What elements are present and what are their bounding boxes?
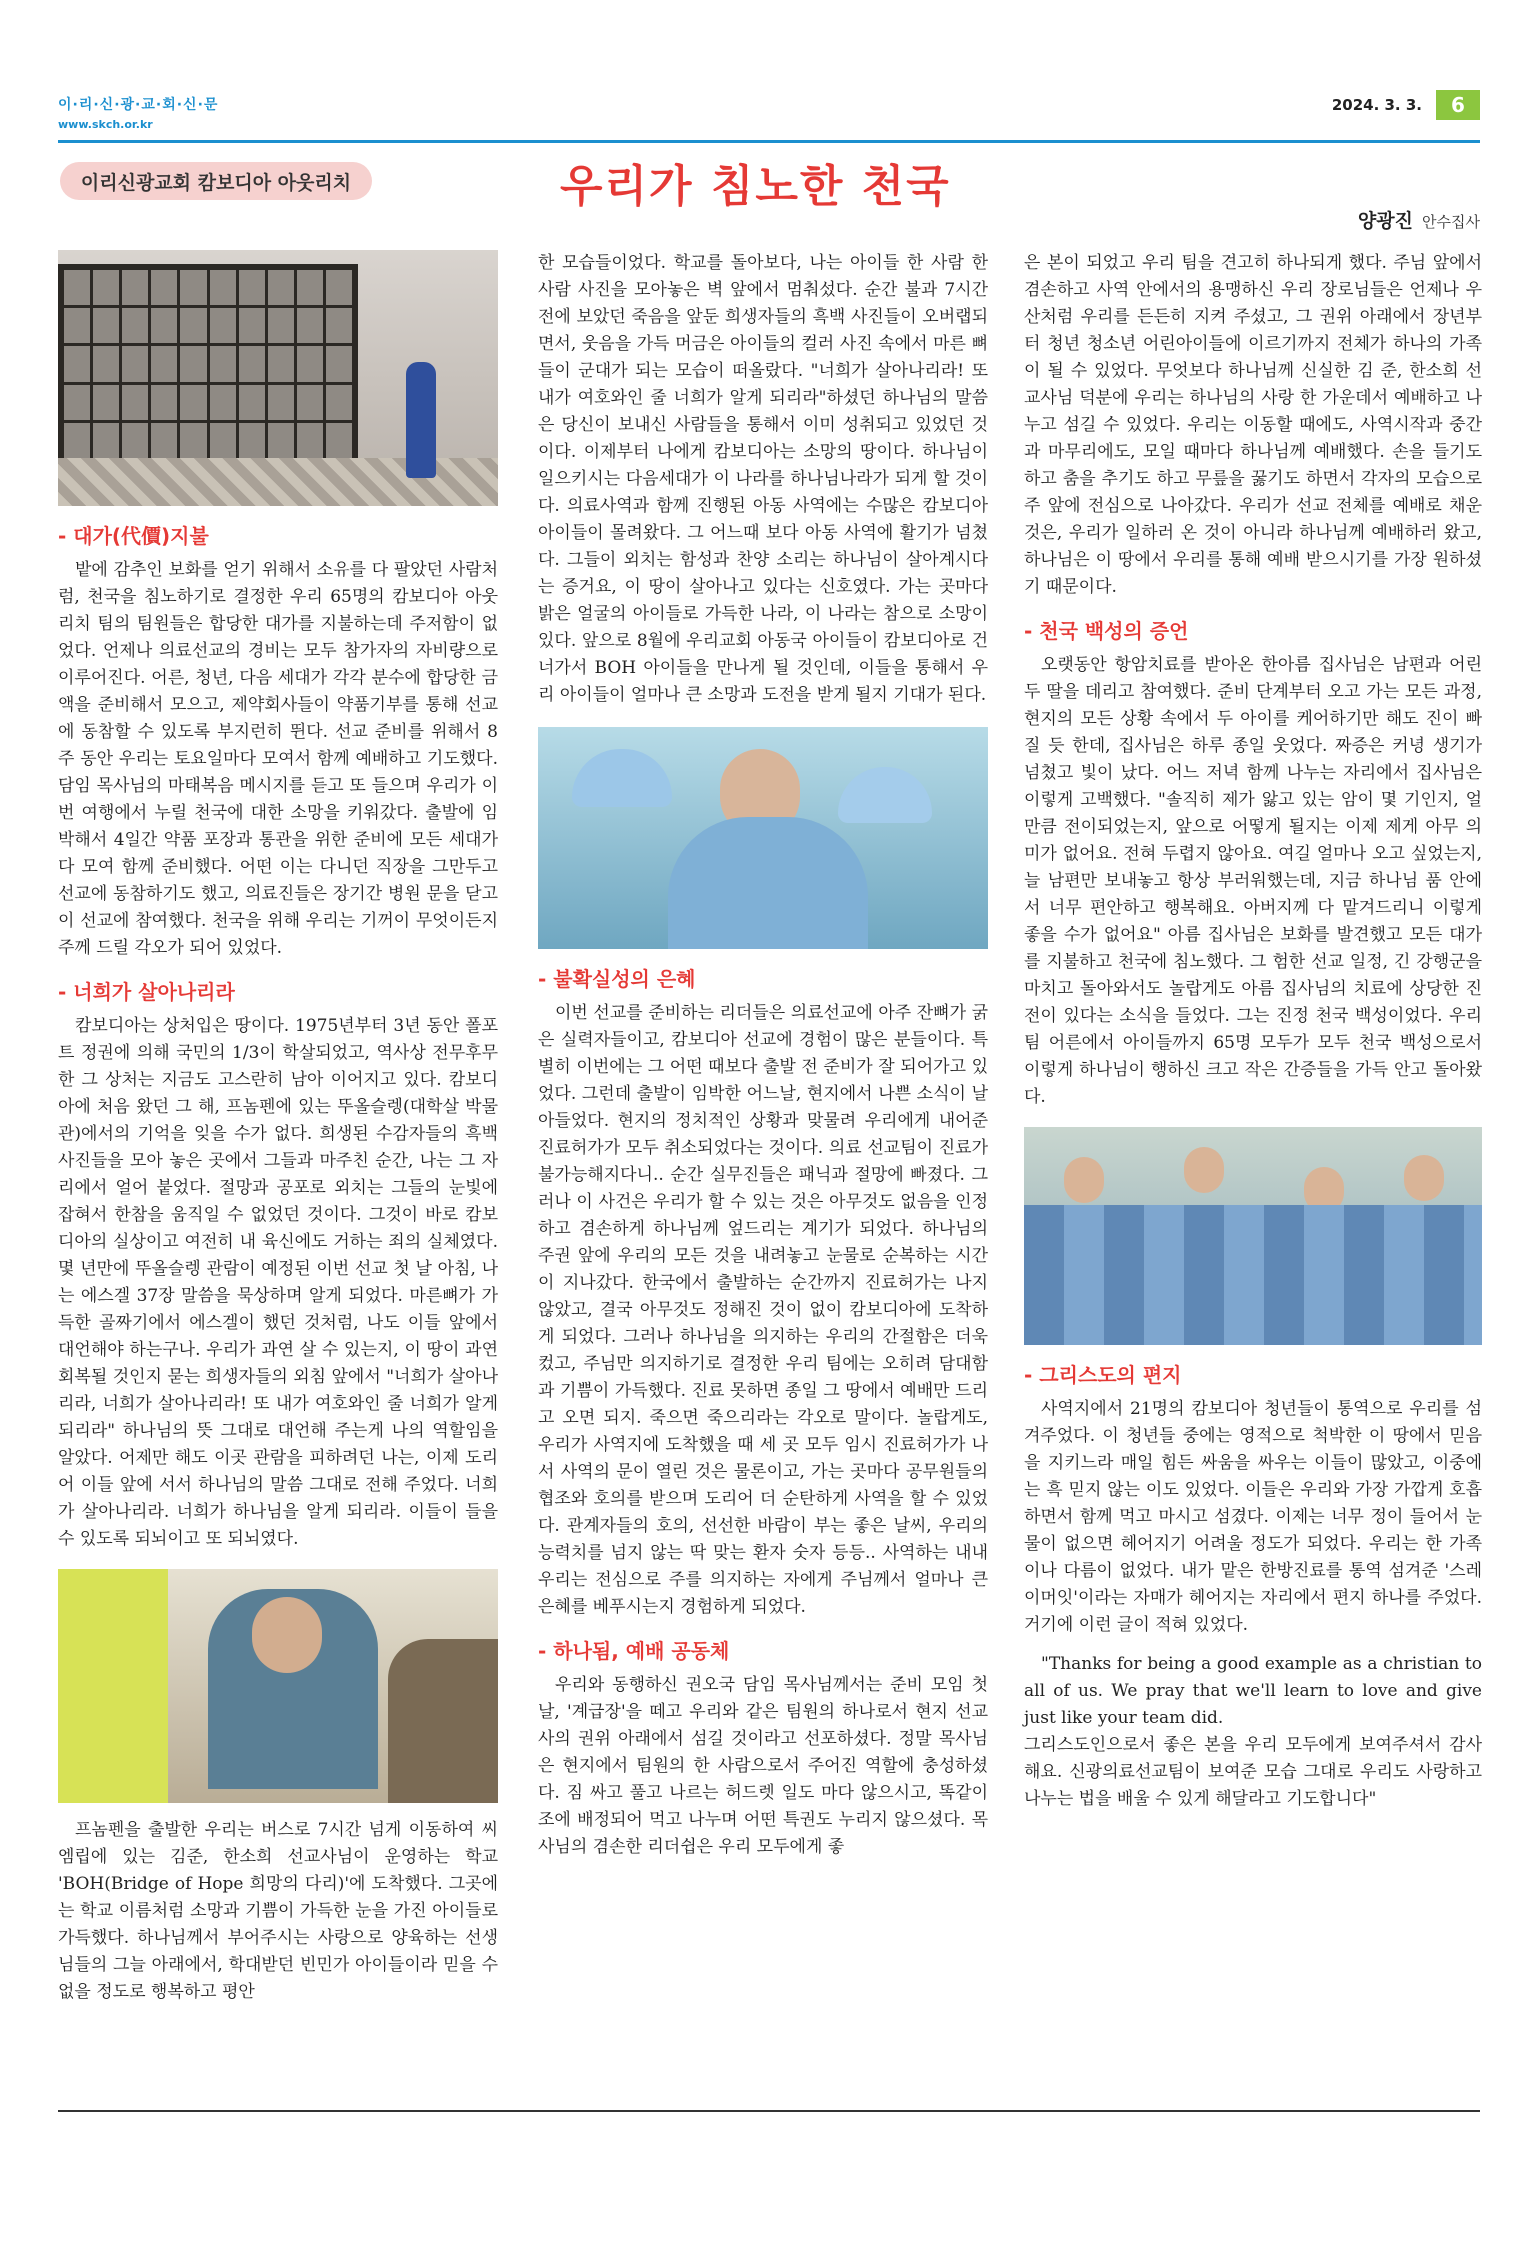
worship-photo <box>1024 1127 1482 1345</box>
vest-figure <box>58 1569 168 1803</box>
section-heading: - 하나됨, 예배 공동체 <box>538 1639 730 1663</box>
exam-photo <box>58 1569 498 1803</box>
letter-quote-english: "Thanks for being a good example as a christian to all of us. We pray that we'll learn to love and give just like your team did. <box>1024 1654 1482 1728</box>
paper-name: 이·리·신·광·교·회·신·문 <box>58 97 219 113</box>
paragraph: 이번 선교를 준비하는 리더들은 의료선교에 아주 잔뼈가 굵은 실력자들이고, 캄보디아 선교에 경험이 많은 분들이다. 특별히 이번에는 그 어떤 때보다 출발 전 준비가 잘 되어가고 있었다. 그런데 출발이 임박한 어느날, 현지에서 나쁜 소식이 날아들었다. 현지의 정치적인 상황과 맞물려 우리에게 내어준 진료허가가 모두 취소되었다는 것이다. 의료 선교팀이 진료가 불가능해지다니.. 순간 실무진들은 패닉과 절망에 빠졌다. 그러나 이 사건은 우리가 할 수 있는 것은 아무것도 없음을 인정하고 겸손하게 하나님께 엎드리는 계기가 되었다. 하나님의 주권 앞에 우리의 모든 것을 내려놓고 눈물로 순복하는 시간이 지나갔다. 한국에서 출발하는 순간까지 진료허가는 나지 않았고, 결국 아무것도 정해진 것이 없이 캄보디아에 도착하게 되었다. 그러나 하나님을 의지하는 우리의 간절함은 더욱 컸고, 주님만 의지하기로 결정한 우리 팀에는 오히려 담대함과 기쁨이 가득했다. 진료 못하면 종일 그 땅에서 예배만 드리고 오면 되지. 죽으면 죽으리라는 각오로 말이다. 놀랍게도, 우리가 사역지에 도착했을 때 세 곳 모두 임시 진료허가가 나서 사역의 문이 열린 것은 물론이고, 가는 곳마다 공무원들의 협조와 호의를 받으며 도리어 더 순탄하게 사역을 할 수 있었다. 관계자들의 호의, 선선한 바람이 부는 좋은 날씨, 우리의 능력치를 넘지 않는 딱 맞는 환자 숫자 등등.. 사역하는 내내 우리는 전심으로 주를 의지하는 자에게 주님께서 얼마나 큰 은혜를 베푸시는지 경험하게 되었다. <box>538 1003 988 1617</box>
top-rule <box>58 140 1480 143</box>
paper-url[interactable]: www.skch.or.kr <box>58 118 153 131</box>
column-3 <box>1024 250 1482 1813</box>
article-title: 우리가 침노한 천국 <box>560 161 951 212</box>
page-number: 6 <box>1436 90 1480 120</box>
section-heading: - 그리스도의 편지 <box>1024 1363 1182 1387</box>
worshipper-face <box>1404 1155 1444 1201</box>
photo-wall <box>58 264 358 464</box>
paragraph: 오랫동안 항암치료를 받아온 한아름 집사님은 남편과 어린 두 딸을 데리고 참여했다. 준비 단계부터 오고 가는 모든 과정, 현지의 모든 상황 속에서 두 아이를 케어하기만 해도 진이 빠질 듯 한데, 집사님은 하루 종일 웃었다. 짜증은 커녕 생기가 넘쳤고 빛이 났다. 어느 저녁 함께 나누는 자리에서 집사님은 이렇게 고백했다. "솔직히 제가 앓고 있는 암이 몇 기인지, 얼만큼 전이되었는지, 앞으로 어떻게 될지는 이제 제게 아무 의미가 없어요. 전혀 두렵지 않아요. 여길 얼마나 오고 싶었는지, 늘 남편만 보내놓고 항상 부러워했는데, 지금 하나님 품 안에서 너무 편안하고 행복해요. 아버지께 다 맡겨드리니 이렇게 좋을 수가 없어요" 아름 집사님은 보화를 발견했고 모든 대가를 지불하고 천국에 침노했다. 그 험한 선교 일정, 긴 강행군을 마치고 돌아와서도 놀랍게도 아름 집사님의 치료에 상당한 진전이 있다는 소식을 들었다. 그는 진정 천국 백성이었다. 우리 팀 어른에서 아이들까지 65명 모두가 모두 천국 백성으로서 이렇게 하나님이 행하신 크고 작은 간증들을 가득 안고 돌아왔다. <box>1024 655 1482 1107</box>
section-heading: - 불확실성의 은혜 <box>538 967 696 991</box>
section-heading: - 대가(代價)지불 <box>58 524 209 548</box>
paragraph: 밭에 감추인 보화를 얻기 위해서 소유를 다 팔았던 사람처럼, 천국을 침노하기로 결정한 우리 65명의 캄보디아 아웃리치 팀의 팀원들은 합당한 대가를 지불하는데 주저함이 없었다. 언제나 의료선교의 경비는 모두 참가자의 자비량으로 이루어진다. 어른, 청년, 다음 세대가 각각 분수에 합당한 금액을 준비해서 모으고, 제약회사들이 약품기부를 통해 선교에 동참할 수 있도록 부지런히 뛴다. 선교 준비를 위해서 8주 동안 우리는 토요일마다 모여서 함께 예배하고 기도했다. 담임 목사님의 마태복음 메시지를 듣고 또 들으며 우리가 이번 여행에서 누릴 천국에 대한 소망을 키워갔다. 출발에 임박해서 4일간 약품 포장과 통관을 위한 준비에 모든 세대가 다 모여 함께 준비했다. 어떤 이는 다니던 직장을 그만두고 선교에 동참하기도 했고, 의료진들은 장기간 병원 문을 닫고 이 선교에 참여했다. 천국을 위해 우리는 기꺼이 무엇이든지 주께 드릴 각오가 되어 있었다. <box>58 560 498 958</box>
column-2 <box>538 250 988 1861</box>
doctor-head <box>252 1597 322 1673</box>
bottom-rule <box>58 2110 1480 2112</box>
surgery-photo <box>538 727 988 949</box>
column-1 <box>58 250 498 2006</box>
issue-date: 2024. 3. 3. <box>1331 96 1422 114</box>
surgical-cap <box>838 767 932 823</box>
surgeon-gown <box>668 817 868 949</box>
patient-figure <box>388 1639 498 1803</box>
worshipper-face <box>1184 1147 1224 1193</box>
crowd <box>1024 1205 1482 1345</box>
visitor-figure <box>406 362 436 478</box>
section-heading: - 너희가 살아나리라 <box>58 980 235 1004</box>
series-tag: 이리신광교회 캄보디아 아웃리치 <box>60 162 372 200</box>
paragraph: 프놈펜을 출발한 우리는 버스로 7시간 넘게 이동하여 씨엠립에 있는 김준, 한소희 선교사님이 운영하는 학교 'BOH(Bridge of Hope 희망의 다리)'에 도착했다. 그곳에는 학교 이름처럼 소망과 기쁨이 가득한 눈을 가진 아이들로 가득했다. 하나님께서 부어주시는 사랑으로 양육하는 선생님들의 그늘 아래에서, 학대받던 빈민가 아이들이라 믿을 수 없을 정도로 행복하고 평안 <box>58 1820 498 2002</box>
museum-photo <box>58 250 498 506</box>
section-heading: - 천국 백성의 증언 <box>1024 619 1189 643</box>
masthead-right <box>1332 90 1480 120</box>
masthead-left <box>58 94 218 131</box>
byline <box>1358 206 1480 233</box>
paragraph: 캄보디아는 상처입은 땅이다. 1975년부터 3년 동안 폴포트 정권에 의해 국민의 1/3이 학살되었고, 역사상 전무후무한 그 상처는 지금도 고스란히 남아 이어지고 있다. 캄보디아에 처음 왔던 그 해, 프놈펜에 있는 뚜올슬렝(대학살 박물관)에서의 기억을 잊을 수가 없다. 희생된 수감자들의 흑백 사진들을 모아 놓은 곳에서 그들과 마주친 순간, 나는 그 자리에서 얼어 붙었다. 절망과 공포로 외치는 그들의 눈빛에 잡혀서 한참을 움직일 수 없었던 것이다. 그것이 바로 캄보디아의 실상이고 여전히 내 육신에도 거하는 죄의 실체였다. 몇 년만에 뚜올슬렝 관람이 예정된 이번 선교 첫 날 아침, 나는 에스겔 37장 말씀을 묵상하며 알게 되었다. 마른뼈가 가득한 골짜기에서 에스겔이 했던 것처럼, 나도 이들 앞에서 대언해야 하는구나. 우리가 과연 살 수 있는지, 이 땅이 과연 회복될 것인지 묻는 희생자들의 외침 앞에서 "너희가 살아나리라, 너희가 살아나리라! 또 내가 여호와인 줄 너희가 알게 되리라" 하나님의 뜻 그대로 대언해 주는게 나의 역할임을 알았다. 어제만 해도 이곳 관람을 피하려던 나는, 이제 도리어 이들 앞에 서서 하나님의 말씀 그대로 전해 주었다. 너희가 살아나리라. 너희가 하나님을 알게 되리라. 이들이 들을 수 있도록 되뇌이고 또 되뇌였다. <box>58 1016 498 1549</box>
letter-quote-korean: 그리스도인으로서 좋은 본을 우리 모두에게 보여주셔서 감사해요. 신광의료선교팀이 보여준 모습 그대로 우리도 사랑하고 나누는 법을 배울 수 있게 해달라고 기도합니다" <box>1024 1735 1482 1809</box>
surgical-cap <box>572 749 672 807</box>
author-role: 안수집사 <box>1422 213 1480 231</box>
worshipper-face <box>1064 1157 1104 1203</box>
paragraph: 사역지에서 21명의 캄보디아 청년들이 통역으로 우리를 섬겨주었다. 이 청년들 중에는 영적으로 척박한 이 땅에서 믿음을 지키느라 매일 힘든 싸움을 싸우는 이들이 많았고, 이중에는 흑 믿지 않는 이도 있었다. 이들은 우리와 가장 가깝게 호흡하면서 함께 먹고 마시고 섬겼다. 이제는 너무 정이 들어서 눈물이 없으면 헤어지기 어려울 정도가 되었다. 우리는 한 가족이나 다름이 없었다. 내가 맡은 한방진료를 통역 섬겨준 '스레이머잇'이라는 자매가 헤어지는 자리에서 편지 하나를 주었다. 거기에 이런 글이 적혀 있었다. <box>1024 1399 1482 1635</box>
paragraph: 은 본이 되었고 우리 팀을 견고히 하나되게 했다. 주님 앞에서 겸손하고 사역 안에서의 용맹하신 우리 장로님들은 언제나 우산처럼 우리를 든든히 지켜 주셨고, 그 권위 아래에서 장년부터 청년 청소년 어린아이들에 이르기까지 전체가 하나의 가족이 될 수 있었다. 무엇보다 하나님께 신실한 김 준, 한소희 선교사님 덕분에 우리는 하나님의 사랑 한 가운데서 예배하고 나누고 섬길 수 있었다. 우리는 이동할 때에도, 사역시작과 중간과 마무리에도, 모일 때마다 하나님께 예배했다. 손을 들기도 하고 춤을 추기도 하고 무릎을 꿇기도 하면서 각자의 모습으로 주 앞에 전심으로 나아갔다. 우리가 선교 전체를 예배로 채운 것은, 우리가 일하러 온 것이 아니라 하나님께 예배하러 왔고, 하나님은 이 땅에서 우리를 통해 예배 받으시기를 가장 원하셨기 때문이다. <box>1024 253 1482 597</box>
paragraph: 우리와 동행하신 권오국 담임 목사님께서는 준비 모임 첫날, '계급장'을 떼고 우리와 같은 팀원의 하나로서 현지 선교사의 권위 아래에서 섬길 것이라고 선포하셨다. 정말 목사님은 현지에서 팀원의 한 사람으로서 주어진 역할에 충성하셨다. 짐 싸고 풀고 나르는 허드렛 일도 마다 않으시고, 똑같이 조에 배정되어 먹고 나누며 어떤 특권도 누리지 않으셨다. 목사님의 겸손한 리더쉽은 우리 모두에게 좋 <box>538 1675 988 1857</box>
paragraph: 한 모습들이었다. 학교를 돌아보다, 나는 아이들 한 사람 한 사람 사진을 모아놓은 벽 앞에서 멈춰섰다. 순간 불과 7시간 전에 보았던 죽음을 앞둔 희생자들의 흑백 사진들이 오버랩되면서, 웃음을 가득 머금은 아이들의 컬러 사진 속에서 마른 뼈들이 군대가 되는 모습이 떠올랐다. "너희가 살아나리라! 또 내가 여호와인 줄 너희가 알게 되리라"하셨던 하나님의 말씀은 당신이 보내신 사람들을 통해서 이미 성취되고 있었던 것이다. 이제부터 나에게 캄보디아는 소망의 땅이다. 하나님이 일으키시는 다음세대가 이 나라를 하나님나라가 되게 할 것이다. 의료사역과 함께 진행된 아동 사역에는 수많은 캄보디아 아이들이 몰려왔다. 그 어느때 보다 아동 사역에 활기가 넘쳤다. 그들이 외치는 함성과 찬양 소리는 하나님이 살아계시다는 증거요, 이 땅이 살아나고 있다는 신호였다. 가는 곳마다 밝은 얼굴의 아이들로 가득한 나라, 이 나라는 참으로 소망이 있다. 앞으로 8월에 우리교회 아동국 아이들이 캄보디아로 건너가서 BOH 아이들을 만나게 될 것인데, 이들을 통해서 우리 아이들이 얼마나 큰 소망과 도전을 받게 될지 기대가 된다. <box>538 253 988 705</box>
author-name: 양광진 <box>1357 210 1413 232</box>
